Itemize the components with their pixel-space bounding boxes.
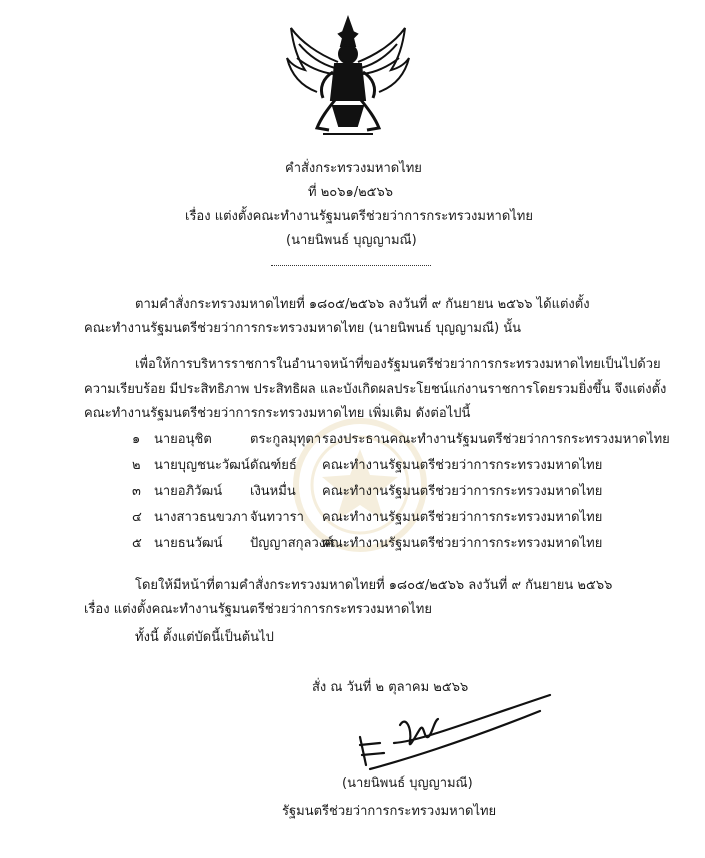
member-position: คณะทำงานรัฐมนตรีช่วยว่าการกระทรวงมหาดไทย (322, 536, 603, 551)
member-last-name: เงินหมื่น (250, 484, 296, 499)
order-date: สั่ง ณ วันที่ ๒ ตุลาคม ๒๕๖๖ (312, 680, 469, 695)
order-number: ที่ ๒๐๖๑/๒๕๖๖ (308, 185, 394, 200)
member-number: ๕ (132, 536, 142, 551)
member-first-name: นายอนุชิต (154, 432, 212, 447)
member-number: ๓ (132, 484, 141, 499)
member-last-name: ดัณฑ์ยธ์ (250, 458, 297, 473)
list-item (132, 458, 692, 474)
list-item (132, 484, 692, 500)
member-last-name: ตระกูลมุทุตา (250, 432, 322, 447)
paragraph-2-line-2: ความเรียบร้อย มีประสิทธิภาพ ประสิทธิผล และบังเกิดผลประโยชน์แก่งานราชการโดยรวมยิ่งขึ้น จึงแต่งตั้ง (84, 382, 667, 397)
member-last-name: จันทวารา (250, 510, 304, 525)
member-number: ๔ (132, 510, 142, 525)
order-subject-name: (นายนิพนธ์ บุญญามณี) (286, 233, 417, 248)
paragraph-3-line-2: เรื่อง แต่งตั้งคณะทำงานรัฐมนตรีช่วยว่าการกระทรวงมหาดไทย (84, 602, 432, 617)
paragraph-4: ทั้งนี้ ตั้งแต่บัดนี้เป็นต้นไป (135, 630, 274, 645)
member-number: ๒ (132, 458, 141, 473)
paragraph-1-line-2: คณะทำงานรัฐมนตรีช่วยว่าการกระทรวงมหาดไทย (นายนิพนธ์ บุญญามณี) นั้น (84, 321, 522, 336)
paragraph-3-line-1: โดยให้มีหน้าที่ตามคำสั่งกระทรวงมหาดไทยที่ ๑๘๐๕/๒๕๖๖ ลงวันที่ ๙ กันยายน ๒๕๖๖ (135, 578, 613, 593)
member-position: คณะทำงานรัฐมนตรีช่วยว่าการกระทรวงมหาดไทย (322, 458, 603, 473)
member-first-name: นายธนวัฒน์ (154, 536, 223, 551)
order-subject: เรื่อง แต่งตั้งคณะทำงานรัฐมนตรีช่วยว่าการกระทรวงมหาดไทย (185, 209, 533, 224)
paragraph-2-line-3: คณะทำงานรัฐมนตรีช่วยว่าการกระทรวงมหาดไทย เพิ่มเติม ดังต่อไปนี้ (84, 406, 471, 421)
signer-name: (นายนิพนธ์ บุญญามณี) (342, 776, 473, 791)
signer-title: รัฐมนตรีช่วยว่าการกระทรวงมหาดไทย (282, 804, 497, 819)
member-position: คณะทำงานรัฐมนตรีช่วยว่าการกระทรวงมหาดไทย (322, 510, 603, 525)
member-first-name: นายบุญชนะวัฒน์ (154, 458, 250, 473)
list-item (132, 510, 692, 526)
paragraph-2-line-1: เพื่อให้การบริหารราชการในอำนาจหน้าที่ของรัฐมนตรีช่วยว่าการกระทรวงมหาดไทยเป็นไปด้วย (135, 357, 661, 372)
header-divider (271, 265, 431, 266)
order-heading: คำสั่งกระทรวงมหาดไทย (285, 161, 422, 176)
list-item (132, 536, 692, 552)
member-number: ๑ (132, 432, 141, 447)
list-item (132, 432, 692, 448)
member-last-name: ปัญญาสกุลวงศ์ (250, 536, 334, 551)
member-position: คณะทำงานรัฐมนตรีช่วยว่าการกระทรวงมหาดไทย (322, 484, 603, 499)
member-position: รองประธานคณะทำงานรัฐมนตรีช่วยว่าการกระทรวงมหาดไทย (322, 432, 670, 447)
paragraph-1-line-1: ตามคำสั่งกระทรวงมหาดไทยที่ ๑๘๐๕/๒๕๖๖ ลงวันที่ ๙ กันยายน ๒๕๖๖ ได้แต่งตั้ง (135, 297, 590, 312)
member-first-name: นายอภิวัฒน์ (154, 484, 223, 499)
garuda-emblem-icon (283, 14, 413, 144)
member-first-name: นางสาวธนขวภา (154, 510, 248, 525)
